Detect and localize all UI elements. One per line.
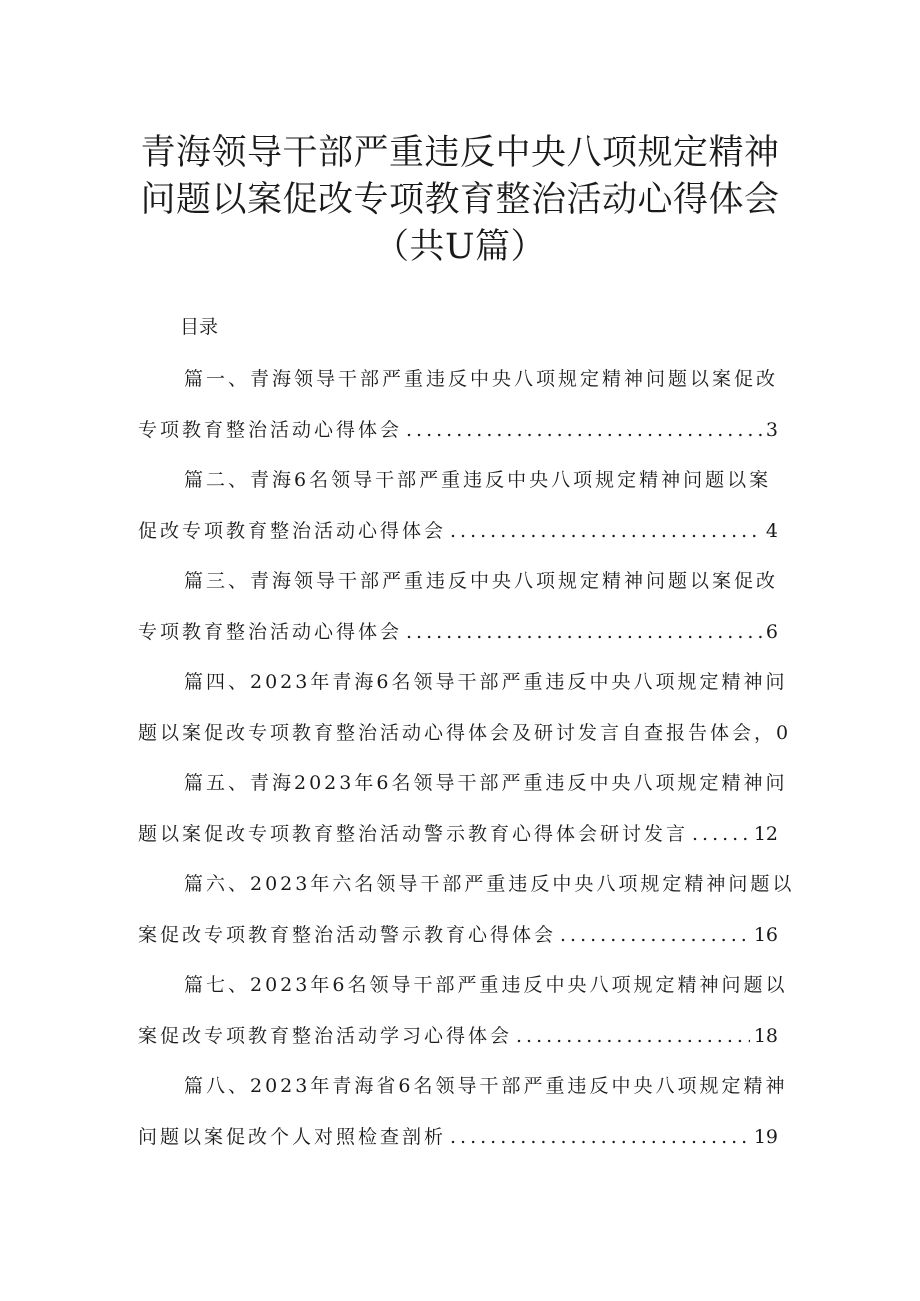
toc-page-number: 4 xyxy=(765,520,778,542)
toc-page-number: 3 xyxy=(765,419,778,441)
toc-page-number: 12 xyxy=(753,823,778,845)
toc-entry-title: 篇八、2023年青海省6名领导干部严重违反中央八项规定精神 xyxy=(184,1075,788,1097)
toc-leader-dots xyxy=(692,821,750,847)
toc-page-number: 0 xyxy=(776,722,789,744)
table-of-contents xyxy=(138,358,795,1166)
toc-entry-continuation xyxy=(138,922,778,948)
toc-entry-2[interactable] xyxy=(138,459,778,560)
toc-entry-text: 专项教育整治活动心得体会 xyxy=(138,621,403,643)
toc-entry-1[interactable] xyxy=(138,358,778,459)
toc-entry-continuation xyxy=(138,821,778,847)
document-title xyxy=(0,130,920,271)
toc-entry-7[interactable] xyxy=(138,964,788,1065)
toc-entry-continuation xyxy=(138,417,778,443)
toc-entry-continuation xyxy=(138,1124,778,1150)
toc-entry-5[interactable] xyxy=(138,762,788,863)
toc-entry-3[interactable] xyxy=(138,560,778,661)
toc-entry-text: 题以案促改专项教育整治活动心得体会及研讨发言自查报告体会， xyxy=(138,722,777,744)
toc-leader-dots xyxy=(560,922,750,948)
toc-entry-title: 篇三、青海领导干部严重违反中央八项规定精神问题以案促改 xyxy=(184,570,779,592)
title-line-3: （共U篇） xyxy=(374,227,546,267)
toc-entry-6[interactable] xyxy=(138,863,795,964)
title-line-2: 问题以案促改专项教育整治活动心得体会 xyxy=(140,180,780,220)
toc-entry-text: 专项教育整治活动心得体会 xyxy=(138,419,403,441)
toc-leader-dots xyxy=(406,417,762,443)
toc-heading: 目录 xyxy=(180,316,219,338)
toc-page-number: 16 xyxy=(753,924,778,946)
toc-entry-continuation xyxy=(138,619,778,645)
toc-entry-text: 促改专项教育整治活动心得体会 xyxy=(138,520,447,542)
toc-entry-title: 篇七、2023年6名领导干部严重违反中央八项规定精神问题以 xyxy=(184,974,788,996)
toc-entry-text: 案促改专项教育整治活动警示教育心得体会 xyxy=(138,924,557,946)
toc-entry-title: 篇四、2023年青海6名领导干部严重违反中央八项规定精神问 xyxy=(184,671,788,693)
toc-entry-title: 篇五、青海2023年6名领导干部严重违反中央八项规定精神问 xyxy=(184,772,788,794)
title-line-1: 青海领导干部严重违反中央八项规定精神 xyxy=(140,133,780,173)
toc-page-number: 18 xyxy=(753,1025,778,1047)
toc-entry-title: 篇一、青海领导干部严重违反中央八项规定精神问题以案促改 xyxy=(184,368,779,390)
toc-entry-title: 篇二、青海6名领导干部严重违反中央八项规定精神问题以案 xyxy=(184,469,772,491)
toc-entry-text: 题以案促改专项教育整治活动警示教育心得体会研讨发言 xyxy=(138,823,689,845)
toc-entry-continuation xyxy=(138,1023,778,1049)
toc-entry-4[interactable] xyxy=(138,661,789,762)
toc-entry-text: 案促改专项教育整治活动学习心得体会 xyxy=(138,1025,513,1047)
toc-leader-dots xyxy=(516,1023,750,1049)
toc-entry-title: 篇六、2023年六名领导干部严重违反中央八项规定精神问题以 xyxy=(184,873,795,895)
toc-leader-dots xyxy=(406,619,762,645)
toc-entry-8[interactable] xyxy=(138,1065,788,1166)
toc-leader-dots xyxy=(450,518,762,544)
toc-entry-continuation xyxy=(138,518,778,544)
toc-leader-dots xyxy=(450,1124,750,1150)
toc-page-number: 6 xyxy=(765,621,778,643)
toc-page-number: 19 xyxy=(753,1126,778,1148)
toc-entry-text: 问题以案促改个人对照检查剖析 xyxy=(138,1126,447,1148)
toc-entry-continuation xyxy=(138,720,789,746)
